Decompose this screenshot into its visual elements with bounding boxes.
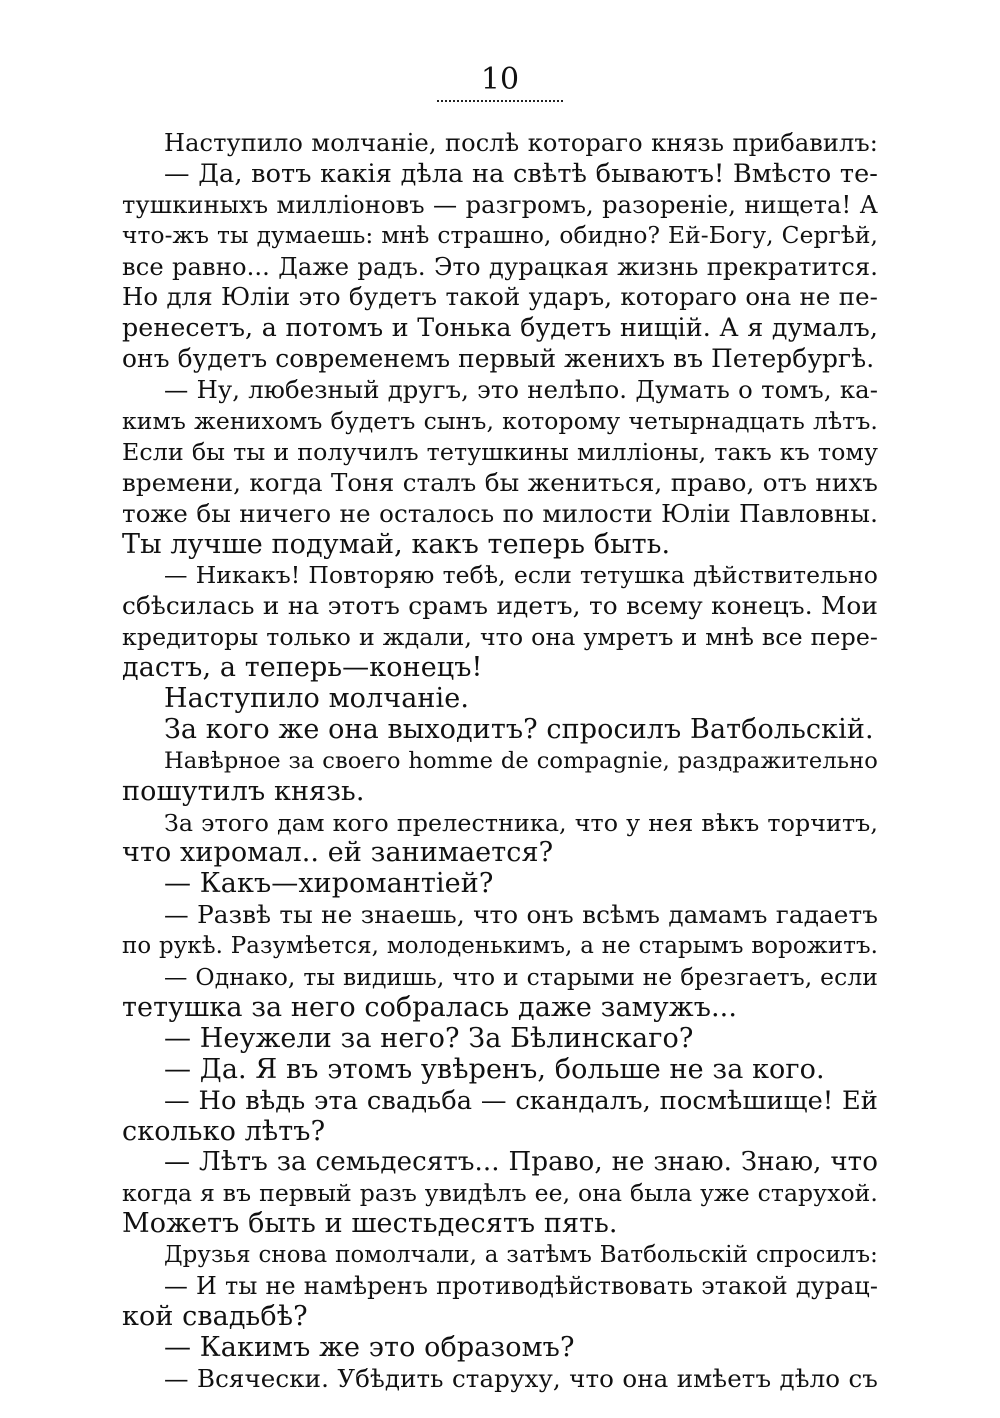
text-line: сбѣсилась и на этотъ срамъ идетъ, то всему конецъ. Мои bbox=[122, 591, 878, 621]
text-line: Наступило молчаніе. bbox=[164, 683, 470, 715]
text-line: — Но вѣдь эта свадьба — скандалъ, посмѣшище! Ей bbox=[164, 1085, 878, 1116]
text-line: по рукѣ. Разумѣется, молоденькимъ, а не старымъ ворожитъ. bbox=[122, 933, 878, 960]
text-line: когда я въ первый разъ увидѣлъ ее, она была уже старухой. bbox=[122, 1179, 878, 1208]
text-line: Можетъ быть и шестьдесятъ пять. bbox=[122, 1208, 618, 1240]
book-page bbox=[122, 62, 878, 1395]
text-line: — Однако, ты видишь, что и старыми не брезгаетъ, если bbox=[164, 963, 878, 992]
text-line: За этого дам кого прелестника, что у нея вѣкъ торчитъ, bbox=[164, 808, 878, 837]
text-line: онъ будетъ современемъ первый женихъ въ Петербургѣ. bbox=[122, 344, 875, 374]
text-line: — Лѣтъ за семьдесятъ... Право, не знаю. Знаю, что bbox=[164, 1147, 878, 1178]
text-line: пошутилъ князь. bbox=[122, 775, 365, 807]
text-line: кимъ женихомъ будетъ сынъ, которому четырнадцать лѣтъ. bbox=[122, 407, 878, 436]
text-line: — Неужели за него? За Бѣлинскаго? bbox=[164, 1022, 694, 1054]
text-line: кредиторы только и ждали, что она умретъ и мнѣ все пере- bbox=[122, 623, 878, 652]
text-line: тушкиныхъ милліоновъ — разгромъ, разореніе, нищета! А bbox=[122, 190, 878, 219]
text-line: времени, когда Тоня сталъ бы жениться, право, отъ нихъ bbox=[122, 467, 878, 497]
text-line: Ты лучше подумай, какъ теперь быть. bbox=[122, 528, 671, 560]
text-line: — Да. Я въ этомъ увѣренъ, больше не за кого. bbox=[164, 1053, 825, 1085]
text-line: тоже бы ничего не осталось по милости Юліи Павловны. bbox=[122, 498, 878, 528]
text-line: Навѣрное за своего homme de compagnie, раздражительно bbox=[164, 747, 878, 774]
text-line: что хиромал.. ей занимается? bbox=[122, 837, 554, 869]
text-line: Но для Юліи это будетъ такой ударъ, котораго она не пе- bbox=[122, 282, 878, 312]
text-line: что-жъ ты думаешь: мнѣ страшно, обидно? Ей-Богу, Сергѣй, bbox=[122, 221, 878, 249]
text-line: дастъ, а теперь—конецъ! bbox=[122, 652, 483, 684]
text-line: кой свадьбѣ? bbox=[122, 1300, 308, 1332]
text-line: За кого же она выходитъ? спросилъ Ватбольскій. bbox=[164, 713, 874, 745]
text-line: — Какъ—хиромантіей? bbox=[164, 868, 494, 900]
text-line: — Да, вотъ какія дѣла на свѣтѣ бываютъ! Вмѣсто те- bbox=[164, 158, 878, 189]
page-number-rule bbox=[437, 100, 563, 102]
text-block bbox=[122, 128, 878, 1395]
text-line: — Ну, любезный другъ, это нелѣпо. Думать о томъ, ка- bbox=[164, 375, 878, 405]
text-line: — И ты не намѣренъ противодѣйствовать этакой дурац- bbox=[164, 1271, 878, 1300]
text-line: все равно... Даже радъ. Это дурацкая жизнь прекратится. bbox=[122, 252, 878, 281]
text-line: ренесетъ, а потомъ и Тонька будетъ нищій. А я думалъ, bbox=[122, 313, 878, 343]
text-line: сколько лѣтъ? bbox=[122, 1115, 326, 1147]
text-line: Друзья снова помолчали, а затѣмъ Ватбольскій спросилъ: bbox=[164, 1242, 878, 1269]
text-line: тетушка за него собралась даже замужъ... bbox=[122, 991, 738, 1023]
text-line: — Какимъ же это образомъ? bbox=[164, 1331, 575, 1363]
text-line: — Развѣ ты не знаешь, что онъ всѣмъ дамамъ гадаетъ bbox=[164, 900, 878, 930]
text-line: — Никакъ! Повторяю тебѣ, если тетушка дѣйствительно bbox=[164, 561, 878, 590]
text-line: Если бы ты и получилъ тетушкины милліоны, такъ къ тому bbox=[122, 437, 878, 466]
page-number: 10 bbox=[480, 62, 520, 97]
text-line: Наступило молчаніе, послѣ котораго князь прибавилъ: bbox=[164, 129, 878, 157]
text-line: — Всячески. Убѣдить старуху, что она имѣетъ дѣло съ bbox=[164, 1363, 878, 1393]
